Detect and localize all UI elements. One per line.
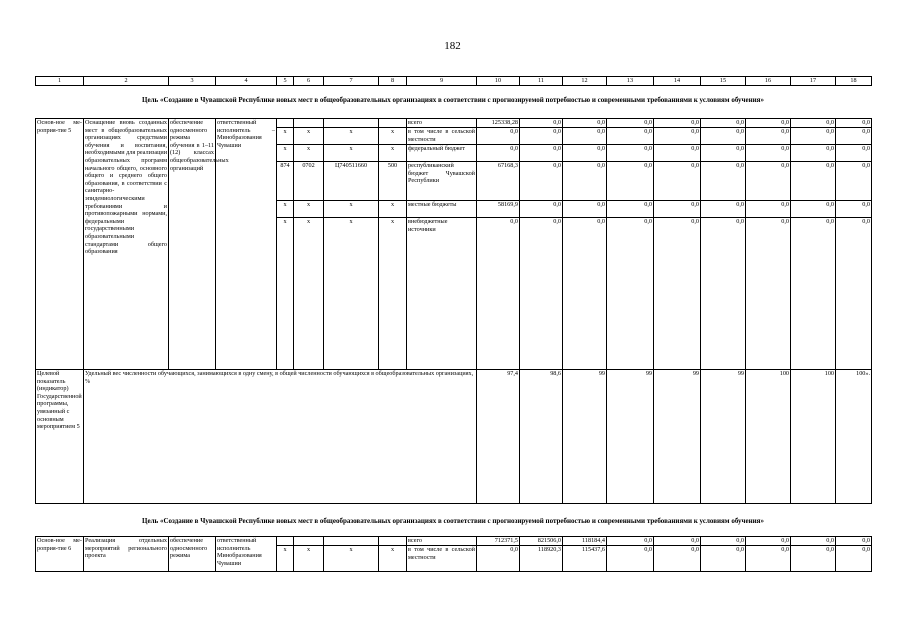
budget-code — [277, 537, 294, 546]
amount-cell: 0,0 — [607, 201, 654, 218]
funding-source: всего — [407, 537, 477, 546]
amount-cell: 0,0 — [654, 546, 701, 572]
amount-cell: 0,0 — [791, 546, 836, 572]
amount-cell: 0,0 — [607, 162, 654, 201]
column-number: 11 — [520, 77, 563, 86]
budget-code: 874 — [277, 162, 294, 201]
indicator-label: Целевой показатель (индикатор) Государственной программы, увязанный с основным мероприятием 5 — [36, 370, 84, 504]
amount-cell: 0,0 — [477, 128, 520, 145]
amount-cell: 0,0 — [654, 145, 701, 162]
measure-goal: обеспечение односменного режима обучения в 1–11 (12) классах общеобразовательных организаций — [169, 119, 216, 370]
amount-cell: 125338,28 — [477, 119, 520, 128]
column-number: 17 — [791, 77, 836, 86]
amount-cell: 0,0 — [701, 145, 746, 162]
responsible-executor: ответственный исполнитель – Минобразования Чувашии — [216, 119, 277, 370]
goal-heading-1: Цель «Создание в Чувашской Республике новых мест в общеобразовательных организациях в соответствии с прогнозируемой потребностью и современными требованиями к условиям обучения» — [142, 96, 764, 104]
responsible-executor: ответственный исполнитель Минобразования Чувашии — [216, 537, 277, 572]
funding-source: республиканский бюджет Чувашской Республики — [407, 162, 477, 201]
amount-cell: 67168,3 — [477, 162, 520, 201]
column-number: 16 — [746, 77, 791, 86]
budget-code — [277, 119, 294, 128]
amount-cell: 0,0 — [791, 537, 836, 546]
budget-code: Ц740511660 — [324, 162, 379, 201]
budget-code: x — [294, 128, 324, 145]
amount-cell: 0,0 — [836, 128, 872, 145]
budget-code: x — [294, 201, 324, 218]
budget-code — [294, 537, 324, 546]
amount-cell: 0,0 — [701, 537, 746, 546]
column-number: 3 — [169, 77, 216, 86]
amount-cell: 0,0 — [836, 218, 872, 370]
amount-cell: 0,0 — [791, 201, 836, 218]
budget-code — [324, 119, 379, 128]
amount-cell: 115437,6 — [563, 546, 607, 572]
measure-5-table — [35, 118, 872, 370]
indicator-value: 97,4 — [477, 370, 520, 504]
amount-cell: 0,0 — [746, 145, 791, 162]
amount-cell: 0,0 — [654, 128, 701, 145]
budget-code: x — [277, 128, 294, 145]
measure-description: Реализация отдельных мероприятий регионального проекта — [84, 537, 169, 572]
budget-code — [294, 119, 324, 128]
amount-cell: 0,0 — [654, 201, 701, 218]
budget-code: x — [379, 218, 407, 370]
column-number: 5 — [277, 77, 294, 86]
column-number: 6 — [294, 77, 324, 86]
amount-cell: 0,0 — [477, 218, 520, 370]
measure-label: Основ-ное ме-роприя-тие 5 — [36, 119, 84, 370]
amount-cell: 0,0 — [520, 201, 563, 218]
indicator-text: Удельный вес численности обучающихся, занимающихся в одну смену, в общей численности обучающихся в общеобразовательных организациях, % — [84, 370, 477, 504]
amount-cell: 0,0 — [791, 218, 836, 370]
column-number: 18 — [836, 77, 872, 86]
amount-cell: 821506,0 — [520, 537, 563, 546]
amount-cell: 0,0 — [746, 218, 791, 370]
funding-source: в том числе в сельской местности — [408, 128, 475, 143]
amount-cell: 0,0 — [654, 119, 701, 128]
indicator-table — [35, 369, 872, 504]
amount-cell: 0,0 — [836, 201, 872, 218]
amount-cell: 58169,9 — [477, 201, 520, 218]
amount-cell: 0,0 — [607, 119, 654, 128]
amount-cell: 0,0 — [520, 162, 563, 201]
budget-code: x — [324, 128, 379, 145]
budget-code: x — [379, 546, 407, 572]
amount-cell: 712371,5 — [477, 537, 520, 546]
indicator-value: 99 — [654, 370, 701, 504]
amount-cell: 0,0 — [701, 201, 746, 218]
measure-label: Основ-ное ме-роприя-тие 6 — [36, 537, 84, 572]
amount-cell: 118184,4 — [563, 537, 607, 546]
amount-cell: 0,0 — [701, 218, 746, 370]
column-number: 2 — [84, 77, 169, 86]
budget-code — [379, 537, 407, 546]
column-number: 7 — [324, 77, 379, 86]
budget-code: x — [277, 145, 294, 162]
amount-cell: 0,0 — [836, 162, 872, 201]
budget-code: 500 — [379, 162, 407, 201]
amount-cell: 0,0 — [607, 218, 654, 370]
amount-cell: 0,0 — [701, 128, 746, 145]
amount-cell: 0,0 — [477, 546, 520, 572]
amount-cell: 0,0 — [701, 119, 746, 128]
column-number: 12 — [563, 77, 607, 86]
amount-cell: 0,0 — [791, 145, 836, 162]
amount-cell: 0,0 — [836, 537, 872, 546]
funding-source: внебюджетные источники — [407, 218, 477, 370]
amount-cell: 0,0 — [520, 218, 563, 370]
measure-6-table — [35, 536, 872, 572]
funding-source: местные бюджеты — [407, 201, 477, 218]
budget-code: x — [324, 201, 379, 218]
amount-cell: 0,0 — [836, 145, 872, 162]
amount-cell: 0,0 — [654, 162, 701, 201]
amount-cell: 0,0 — [791, 119, 836, 128]
goal-heading-2: Цель «Создание в Чувашской Республике новых мест в общеобразовательных организациях в соответствии с прогнозируемой потребностью и современными требованиями к условиям обучения» — [142, 517, 764, 525]
column-number: 1 — [36, 77, 84, 86]
amount-cell: 0,0 — [520, 145, 563, 162]
budget-code: x — [324, 546, 379, 572]
column-number: 10 — [477, 77, 520, 86]
budget-code — [379, 119, 407, 128]
amount-cell: 0,0 — [607, 546, 654, 572]
column-number: 15 — [701, 77, 746, 86]
amount-cell: 0,0 — [836, 119, 872, 128]
indicator-value: 99 — [607, 370, 654, 504]
amount-cell: 0,0 — [746, 128, 791, 145]
page-number: 182 — [444, 40, 461, 52]
budget-code: x — [379, 145, 407, 162]
amount-cell: 0,0 — [607, 537, 654, 546]
indicator-value: 99 — [701, 370, 746, 504]
amount-cell: 0,0 — [701, 546, 746, 572]
budget-code: x — [379, 201, 407, 218]
indicator-value: 100 — [746, 370, 791, 504]
amount-cell: 0,0 — [563, 201, 607, 218]
column-number: 9 — [407, 77, 477, 86]
amount-cell: 0,0 — [654, 537, 701, 546]
amount-cell: 0,0 — [563, 145, 607, 162]
budget-code — [324, 537, 379, 546]
budget-code: 0702 — [294, 162, 324, 201]
indicator-value: 100». — [836, 370, 872, 504]
column-number: 14 — [654, 77, 701, 86]
indicator-value: 98,6 — [520, 370, 563, 504]
amount-cell: 0,0 — [791, 128, 836, 145]
column-number: 13 — [607, 77, 654, 86]
funding-source: федеральный бюджет — [407, 145, 477, 162]
amount-cell: 0,0 — [520, 119, 563, 128]
indicator-value: 100 — [791, 370, 836, 504]
amount-cell: 0,0 — [563, 128, 607, 145]
measure-description: Оснащение вновь созданных мест в общеобразовательных организациях средствами обучения и воспитания, необходимыми для реализации образовательных программ начального общего, основного общего и среднего общего образования, в соответствии с санитарно-эпидемиологическими требованиями и противопожарными нормами, федеральными государственными образовательными стандартами общего образования — [84, 119, 169, 370]
budget-code: x — [324, 218, 379, 370]
amount-cell: 0,0 — [836, 546, 872, 572]
amount-cell: 0,0 — [563, 119, 607, 128]
amount-cell: 0,0 — [607, 128, 654, 145]
budget-code: x — [277, 546, 294, 572]
table-row — [36, 119, 872, 128]
budget-code: x — [277, 218, 294, 370]
amount-cell: 0,0 — [746, 162, 791, 201]
amount-cell: 0,0 — [607, 145, 654, 162]
column-number: 4 — [216, 77, 277, 86]
table-row — [36, 537, 872, 546]
amount-cell: 0,0 — [477, 145, 520, 162]
amount-cell: 0,0 — [563, 218, 607, 370]
measure-goal: обеспечение односменного режима — [169, 537, 216, 572]
column-number: 8 — [379, 77, 407, 86]
budget-code: x — [277, 201, 294, 218]
amount-cell: 0,0 — [746, 546, 791, 572]
amount-cell: 0,0 — [563, 162, 607, 201]
amount-cell: 0,0 — [746, 119, 791, 128]
budget-code: x — [324, 145, 379, 162]
budget-code: x — [294, 218, 324, 370]
amount-cell: 0,0 — [520, 128, 563, 145]
amount-cell: 0,0 — [701, 162, 746, 201]
funding-source: в том числе в сельской местности — [407, 546, 477, 572]
amount-cell: 0,0 — [746, 537, 791, 546]
amount-cell: 0,0 — [654, 218, 701, 370]
funding-source: всего — [407, 119, 477, 128]
amount-cell: 118920,3 — [520, 546, 563, 572]
amount-cell: 0,0 — [791, 162, 836, 201]
column-number-header — [35, 76, 872, 86]
amount-cell: 0,0 — [746, 201, 791, 218]
budget-code: x — [294, 546, 324, 572]
budget-code: x — [294, 145, 324, 162]
budget-code: x — [379, 128, 407, 145]
indicator-value: 99 — [563, 370, 607, 504]
